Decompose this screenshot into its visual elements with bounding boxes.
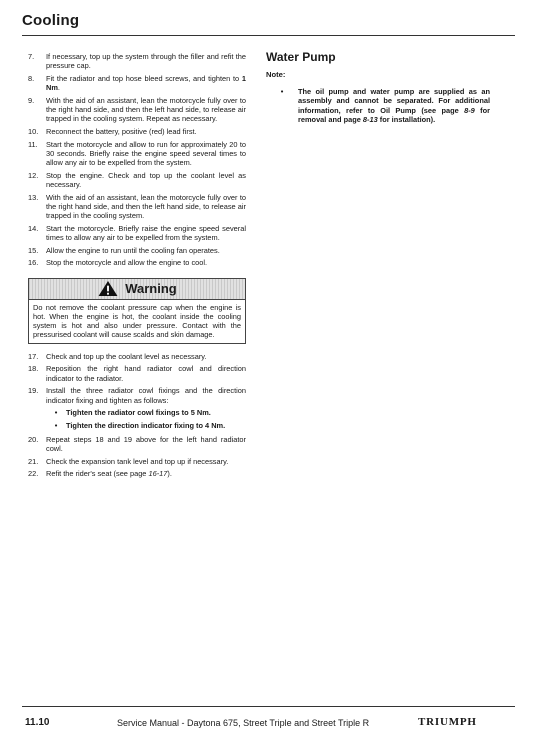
note-text-part: for removal and page — [298, 105, 490, 124]
step-text: Reconnect the battery, positive (red) lead first. — [46, 126, 197, 136]
header-divider — [22, 35, 515, 36]
sub-bullet — [46, 408, 246, 417]
right-column — [266, 50, 490, 124]
step-text: Start the motorcycle. Briefly raise the engine speed several times to allow any air to be expelled from the system. — [46, 223, 246, 242]
step-18 — [28, 364, 246, 382]
step-text: Check the expansion tank level and top up if necessary. — [46, 456, 229, 466]
note-text-part: for installation). — [377, 114, 436, 124]
step-number: 11. — [28, 139, 38, 149]
step-7 — [28, 52, 246, 70]
step-number: 15. — [28, 245, 39, 255]
note-label: Note: — [266, 70, 286, 79]
step-13 — [28, 193, 246, 221]
step-text — [46, 469, 246, 478]
step-text: With the aid of an assistant, lean the motorcycle fully over to the right hand side, and then the left hand side, to release air trapped in the cooling system. Repeat as necessary. — [46, 95, 246, 124]
step-12 — [28, 171, 246, 189]
step-number: 8. — [28, 73, 35, 83]
step-16 — [28, 258, 246, 267]
step-number: 12. — [28, 170, 39, 180]
step-14 — [28, 224, 246, 242]
step-10 — [28, 127, 246, 136]
step-22 — [28, 469, 246, 478]
sub-bullet — [46, 421, 246, 430]
step-number: 16. — [28, 258, 39, 268]
step-text-part: ). — [167, 469, 172, 479]
bullet-icon: • — [54, 408, 58, 418]
page-reference-link[interactable]: 16-17 — [148, 469, 168, 479]
step-text: Allow the engine to run until the cooling fan operates. — [46, 245, 220, 255]
step-text: Stop the engine. Check and top up the coolant level as necessary. — [46, 170, 246, 189]
section-title: Cooling — [22, 12, 80, 29]
step-text — [46, 74, 246, 92]
step-text: Start the motorcycle and allow to run for approximately 20 to 30 seconds. Briefly raise the engine speed several times to allow any air to be expelled from the system. — [46, 139, 246, 168]
step-11 — [28, 140, 246, 168]
step-text: Stop the motorcycle and allow the engine to cool. — [46, 258, 208, 268]
torque-value: 1 Nm — [46, 73, 246, 93]
step-number: 20. — [28, 434, 39, 444]
manual-title: Service Manual - Daytona 675, Street Triple and Street Triple R — [117, 718, 370, 728]
step-text: Install the three radiator cowl fixings and the direction indicator fixing and tighten as follows: — [46, 386, 246, 405]
brand-logo: TRIUMPH — [418, 716, 477, 728]
step-number: 21. — [28, 456, 39, 466]
step-21 — [28, 457, 246, 466]
warning-header — [29, 279, 245, 300]
sub-bullet-text: Tighten the radiator cowl fixings to 5 Nm. — [66, 408, 211, 418]
step-number: 22. — [28, 469, 39, 479]
left-column — [28, 52, 246, 482]
footer-divider — [22, 706, 515, 707]
bullet-icon: • — [280, 87, 284, 96]
step-8 — [28, 74, 246, 92]
note-text-part: The oil pump and water pump are supplied as an assembly and cannot be separated. For additional information, refer to Oil Pump (see page — [298, 87, 490, 115]
step-20 — [28, 435, 246, 453]
step-17 — [28, 352, 246, 361]
step-text: Reposition the right hand radiator cowl and direction indicator to the radiator. — [46, 364, 246, 383]
bullet-icon: • — [54, 421, 58, 431]
step-number: 9. — [28, 95, 35, 105]
step-text-part: Refit the rider's seat (see page — [46, 469, 149, 479]
step-text: If necessary, top up the system through the filler and refit the pressure cap. — [46, 52, 246, 71]
step-number: 7. — [28, 52, 35, 61]
warning-text: Do not remove the coolant pressure cap when the engine is hot. When the engine is hot, the coolant inside the cooling system is hot and also under pressure. Contact with the pressurised coolant will cause scalds and skin damage. — [33, 302, 241, 340]
note-item — [266, 87, 490, 124]
page-reference-link[interactable]: 8-9 — [464, 105, 475, 115]
note-text — [298, 87, 490, 124]
warning-box — [28, 278, 246, 344]
step-number: 10. — [28, 126, 39, 136]
warning-triangle-icon — [97, 280, 119, 297]
step-number: 17. — [28, 351, 39, 361]
page-reference-link[interactable]: 8-13 — [362, 114, 378, 124]
water-pump-heading: Water Pump — [266, 50, 336, 64]
step-text-part: Fit the radiator and top hose bleed screws, and tighten to — [46, 73, 242, 83]
page-header — [22, 12, 515, 29]
step-number: 14. — [28, 223, 39, 233]
step-text: With the aid of an assistant, lean the motorcycle fully over to the right hand side, and then the left hand side, to release air trapped in the cooling system. — [46, 192, 246, 221]
warning-title: Warning — [125, 280, 177, 296]
step-9 — [28, 96, 246, 124]
step-15 — [28, 246, 246, 255]
step-number: 18. — [28, 364, 39, 374]
step-number: 13. — [28, 192, 39, 202]
page-number: 11.10 — [25, 717, 50, 728]
step-number: 19. — [28, 386, 39, 396]
sub-bullet-text: Tighten the direction indicator fixing to 4 Nm. — [66, 421, 226, 431]
step-19 — [28, 386, 246, 404]
step-text-part: . — [57, 83, 60, 93]
step-text: Repeat steps 18 and 19 above for the left hand radiator cowl. — [46, 434, 246, 453]
step-text: Check and top up the coolant level as necessary. — [46, 351, 207, 361]
